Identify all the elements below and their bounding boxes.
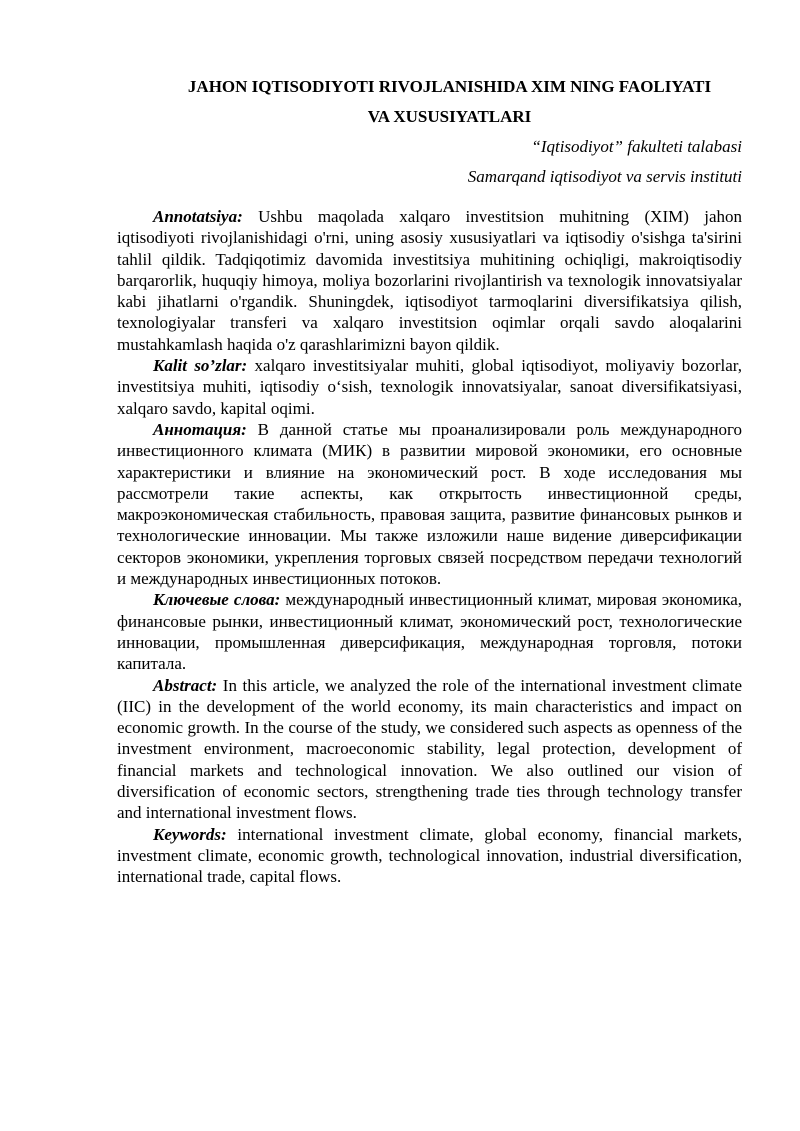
abstract-block <box>117 206 742 888</box>
keywords-en-text: international investment climate, global economy, financial markets, investment climate, economic growth, technological innovation, industrial diversification, international trade, capital flows. <box>117 824 743 887</box>
paper-page <box>117 72 742 888</box>
annotation-uz-label: Annotatsiya: <box>153 207 243 226</box>
annotation-ru-text: В данной статье мы проанализировали роль международного инвестиционного климата (МИК) в развитии мировой экономики, его основные характеристики и влияние на экономический рост. В ходе исследования мы рассмотрели такие аспекты, как открытость инвестиционной среды, макроэкономическая стабильность, правовая защита, развитие финансовых рынков и технологические инновации. Мы также изложили наше видение диверсификации секторов экономики, укрепления торговых связей посредством передачи технологий и международных инвестиционных потоков. <box>117 419 743 589</box>
abstract-en-label: Abstract: <box>153 675 218 695</box>
keywords-uz-label: Kalit so’zlar: <box>153 356 248 376</box>
keywords-uz <box>117 355 742 419</box>
paper-title-line-1: JAHON IQTISODIYOTI RIVOJLANISHIDA XIM NING FAOLIYATI <box>187 77 712 96</box>
annotation-ru <box>117 419 742 589</box>
annotation-uz <box>117 206 742 355</box>
abstract-en <box>117 675 742 824</box>
annotation-uz-text: Ushbu maqolada xalqaro investitsion muhitning (XIM) jahon iqtisodiyoti rivojlanishidagi o'rni, uning asosiy xususiyatlari va iqtisodiy o'sishga ta'sirini tahlil qildik. Tadqiqotimiz davomida investitsiya muhitining ochiqligi, makroiqtisodiy barqarorlik, huquqiy himoya, moliya bozorlarini rivojlantirish va texnologik innovatsiyalar kabi jihatlarni o'rgandik. Shuningdek, iqtisodiyot tarmoqlarini diversifikatsiya qilish, texnologiyalar transferi va xalqaro investitsion oqimlar orqali savdo aloqalarini mustahkamlash haqida o'z qarashlarimizni bayon qildik. <box>117 207 742 354</box>
keywords-en-label: Keywords: <box>153 824 227 844</box>
keywords-ru-label: Ключевые слова: <box>153 590 281 610</box>
keywords-ru <box>117 589 742 674</box>
paper-title-line-2: VA XUSUSIYATLARI <box>367 107 532 126</box>
annotation-ru-label: Аннотация: <box>153 419 247 439</box>
abstract-en-text: In this article, we analyzed the role of the international investment climate (IIC) in the development of the world economy, its main characteristics and impact on economic growth. In the course of the study, we considered such aspects as openness of the investment environment, macroeconomic stability, legal protection, development of financial markets and technological innovation. We also outlined our vision of diversification of economic sectors, strengthening trade ties through technology transfer and international investment flows. <box>117 675 743 823</box>
keywords-uz-text: xalqaro investitsiyalar muhiti, global iqtisodiyot, moliyaviy bozorlar, investitsiya muhiti, iqtisodiy o‘sish, texnologik innovatsiyalar, sanoat diversifikatsiyasi, xalqaro savdo, kapital oqimi. <box>117 356 742 418</box>
author-affiliation-institute: Samarqand iqtisodiyot va servis instituti <box>467 167 742 186</box>
keywords-ru-text: международный инвестиционный климат, мировая экономика, финансовые рынки, инвестиционный климат, экономический рост, технологические инновации, промышленная диверсификация, международная торговля, потоки капитала. <box>117 590 742 674</box>
author-affiliation-faculty: “Iqtisodiyot” fakulteti talabasi <box>531 137 742 156</box>
keywords-en <box>117 824 742 888</box>
